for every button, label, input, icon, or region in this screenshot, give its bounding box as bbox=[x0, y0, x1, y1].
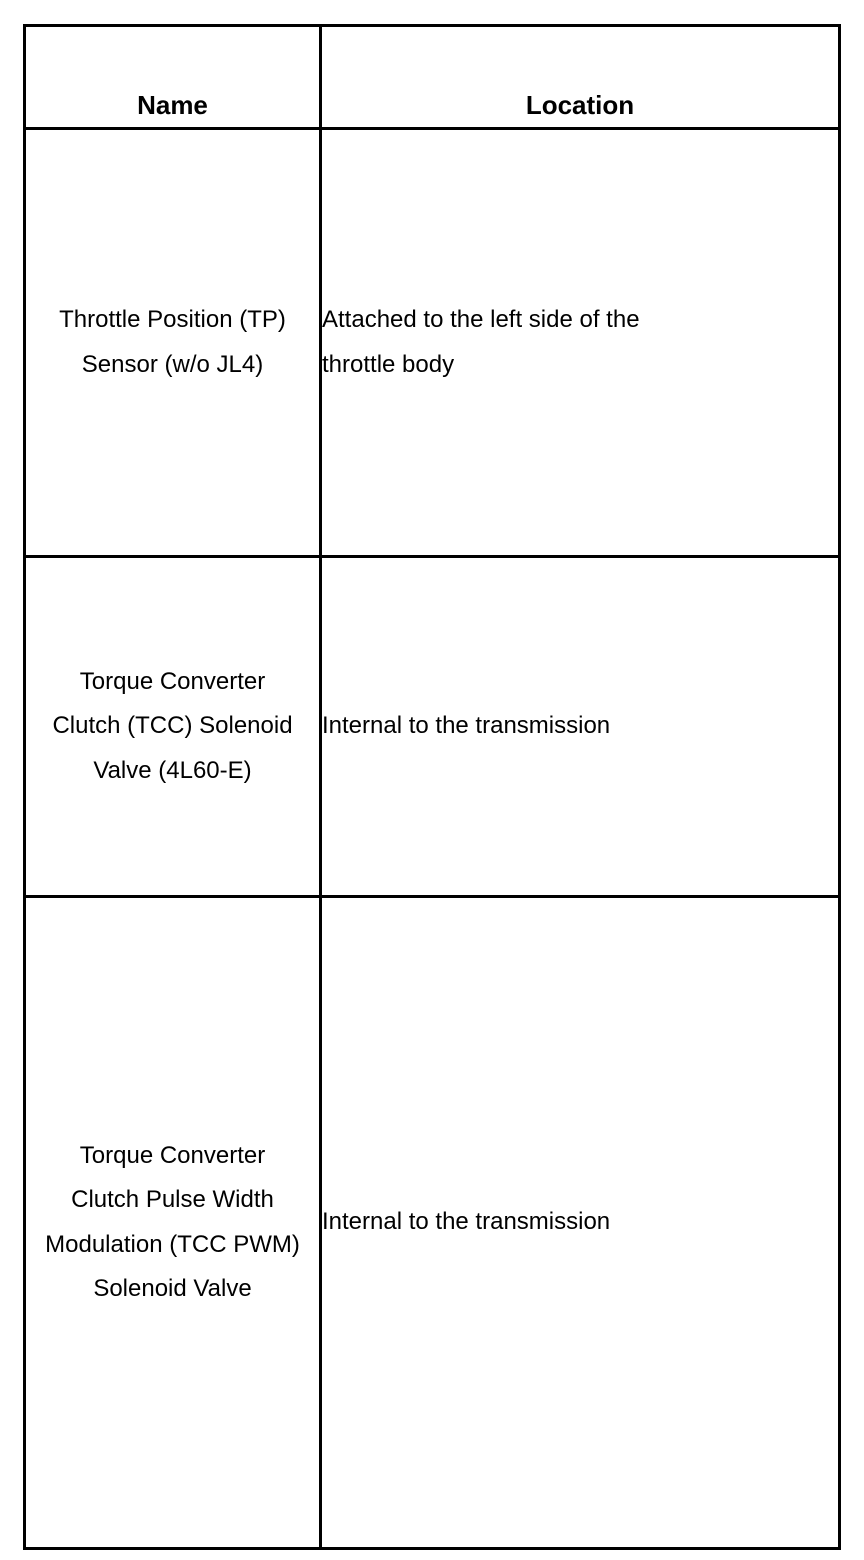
component-name: Throttle Position (TP) Sensor (w/o JL4) bbox=[59, 306, 286, 378]
name-cell bbox=[25, 897, 321, 1549]
header-row bbox=[25, 26, 840, 129]
location-cell bbox=[321, 129, 840, 557]
table-row bbox=[25, 129, 840, 557]
table-row bbox=[25, 557, 840, 897]
location-column-header: Location bbox=[321, 26, 840, 129]
location-cell bbox=[321, 897, 840, 1549]
name-column-header: Name bbox=[25, 26, 321, 129]
component-name: Torque Converter Clutch Pulse Width Modulation (TCC PWM) Solenoid Valve bbox=[45, 1141, 300, 1303]
table-body bbox=[25, 129, 840, 1549]
component-location: Internal to the transmission bbox=[322, 712, 611, 740]
component-location: Attached to the left side of the throttle body bbox=[322, 306, 640, 378]
table-row bbox=[25, 897, 840, 1549]
name-cell bbox=[25, 557, 321, 897]
table-header bbox=[25, 26, 840, 129]
location-cell bbox=[321, 557, 840, 897]
component-location-table bbox=[23, 24, 841, 1550]
component-location: Internal to the transmission bbox=[322, 1208, 611, 1236]
name-cell bbox=[25, 129, 321, 557]
component-name: Torque Converter Clutch (TCC) Solenoid Valve (4L60-E) bbox=[52, 667, 293, 784]
